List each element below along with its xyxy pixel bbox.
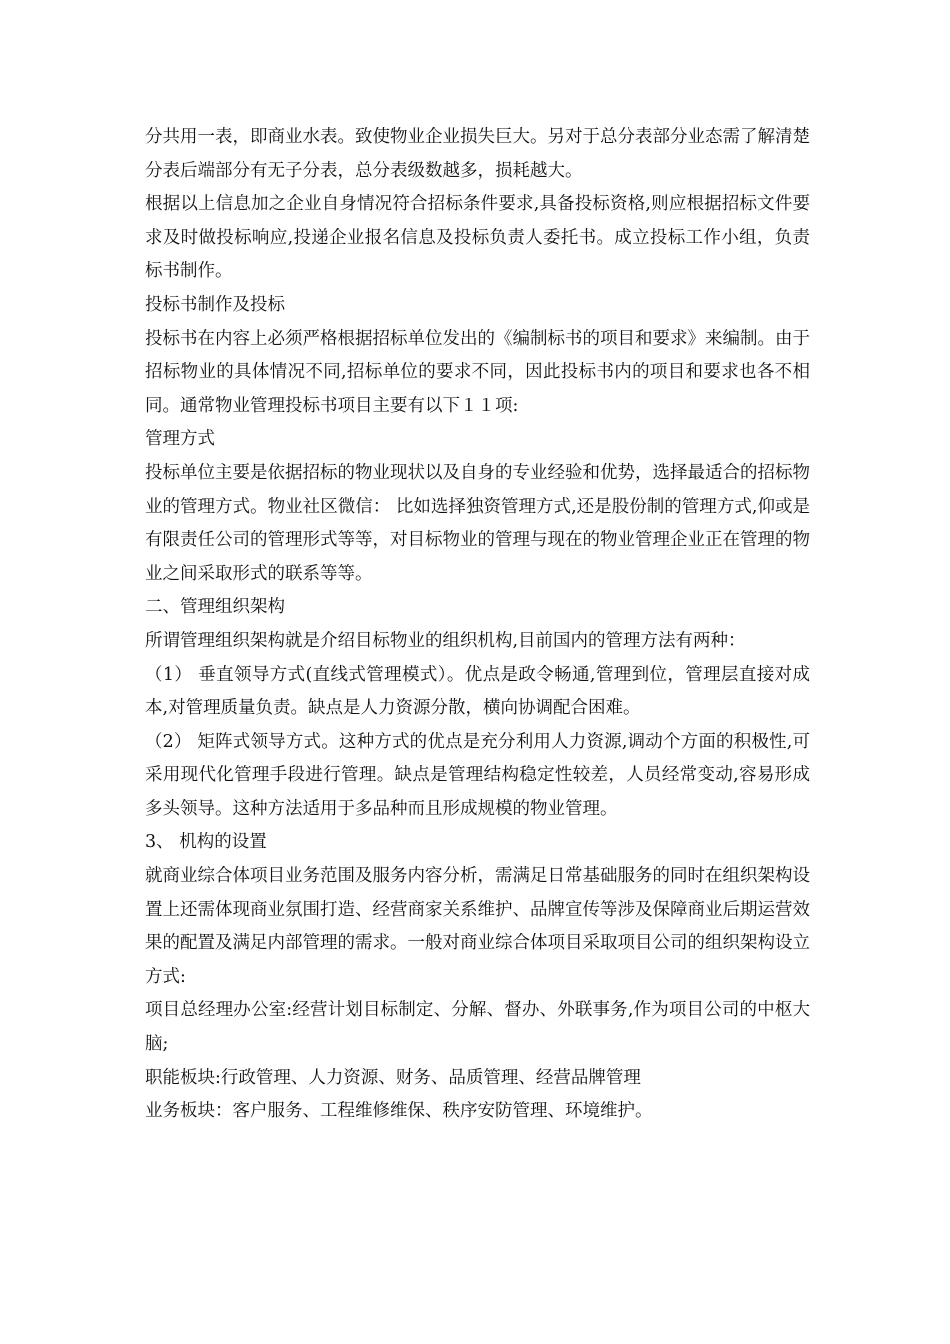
paragraph-water-meter: 分共用一表，即商业水表。致使物业企业损失巨大。另对于总分表部分业态需了解清楚分表后端部分有无子分表，总分表级数越多，损耗越大。 xyxy=(145,127,810,181)
heading-management-mode: 管理方式 xyxy=(145,429,215,450)
heading-institution-setup: 3、 机构的设置 xyxy=(145,832,267,853)
document-body xyxy=(145,121,810,1129)
paragraph-functional-section: 职能板块:行政管理、人力资源、财务、品质管理、经营品牌管理 xyxy=(145,1067,641,1088)
paragraph-organization-intro: 所谓管理组织架构就是介绍目标物业的组织机构,目前国内的管理方法有两种： xyxy=(145,630,746,651)
paragraph-management-mode: 投标单位主要是依据招标的物业现状以及自身的专业经验和优势，选择最适合的招标物业的管理方式。物业社区微信： 比如选择独资管理方式,还是股份制的管理方式,仰或是有限责任公司的管理形式等等，对目标物业的管理与现在的物业管理企业正在管理的物业之间采取形式的联系等等。 xyxy=(145,462,810,584)
list-item-vertical-leadership: （1） 垂直领导方式(直线式管理模式）。优点是政令畅通,管理到位，管理层直接对成本,对管理质量负责。缺点是人力资源分散，横向协调配合困难。 xyxy=(145,664,810,719)
heading-organization-structure: 二、管理组织架构 xyxy=(145,597,285,618)
paragraph-business-section: 业务板块：客户服务、工程维修维保、秩序安防管理、环境维护。 xyxy=(145,1101,653,1122)
paragraph-bid-content: 投标书在内容上必须严格根据招标单位发出的《编制标书的项目和要求》来编制。由于招标物业的具体情况不同,招标单位的要求不同，因此投标书内的项目和要求也各不相同。通常物业管理投标书项目主要有以下１１项: xyxy=(145,328,810,416)
heading-bid-preparation: 投标书制作及投标 xyxy=(145,294,285,315)
paragraph-bid-qualification: 根据以上信息加之企业自身情况符合招标条件要求,具备投标资格,则应根据招标文件要求及时做投标响应,投递企业报名信息及投标负责人委托书。成立投标工作小组，负责标书制作。 xyxy=(145,194,810,282)
paragraph-commercial-complex: 就商业综合体项目业务范围及服务内容分析，需满足日常基础服务的同时在组织架构设置上还需体现商业氛围打造、经营商家关系维护、品牌宣传等涉及保障商业后期运营效果的配置及满足内部管理的需求。一般对商业综合体项目采取项目公司的组织架构设立方式: xyxy=(145,866,810,987)
paragraph-general-manager-office: 项目总经理办公室:经营计划目标制定、分解、督办、外联事务,作为项目公司的中枢大脑; xyxy=(145,1000,810,1055)
list-item-matrix-leadership: （2） 矩阵式领导方式。这种方式的优点是充分利用人力资源,调动个方面的积极性,可采用现代化管理手段进行管理。缺点是管理结构稳定性较差，人员经常变动,容易形成多头领导。这种方法适用于多品种而且形成规模的物业管理。 xyxy=(145,731,810,819)
